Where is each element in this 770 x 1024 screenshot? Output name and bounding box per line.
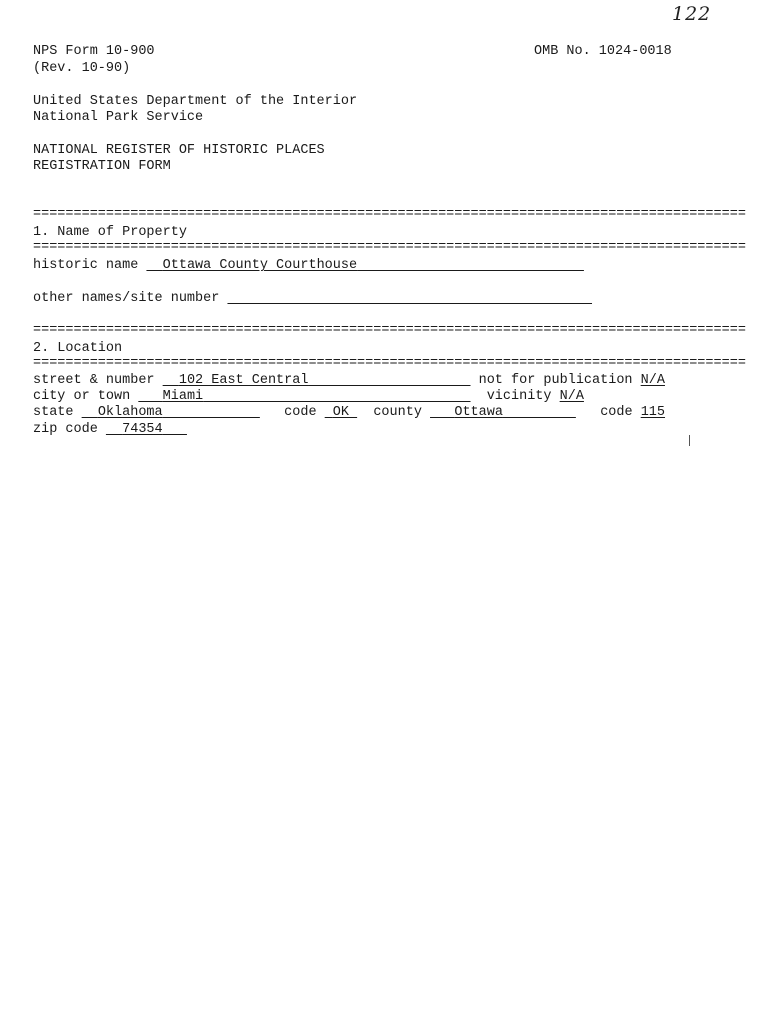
service-name: National Park Service: [33, 110, 204, 125]
state-row: [33, 405, 665, 421]
historic-name-field: [146, 258, 583, 273]
vicinity-value: N/A: [559, 389, 584, 404]
omb-number: OMB No. 1024-0018: [534, 44, 672, 59]
form-number: NPS Form 10-900: [33, 44, 155, 59]
zip-label: zip code: [33, 422, 98, 437]
form-title: REGISTRATION FORM: [33, 159, 171, 174]
street-field: [163, 373, 471, 388]
state-code-label: code: [284, 405, 317, 420]
historic-name-label: historic name: [33, 258, 139, 273]
state-field: [82, 405, 260, 420]
street-value: 102 East Central: [178, 373, 309, 388]
zip-value: 74354: [122, 422, 163, 437]
county-value: Ottawa: [454, 405, 503, 420]
city-label: city or town: [33, 389, 131, 404]
form-revision: (Rev. 10-90): [33, 61, 131, 76]
historic-name-value: Ottawa County Courthouse: [162, 258, 358, 273]
city-value: Miami: [162, 389, 204, 404]
section-2-heading: 2. Location: [33, 341, 123, 356]
county-code-label: code: [600, 405, 633, 420]
county-label: county: [373, 405, 422, 420]
publication-label: not for publication: [478, 373, 633, 388]
historic-name-row: [33, 258, 584, 274]
zip-field: [106, 422, 187, 437]
street-label: street & number: [33, 373, 155, 388]
zip-row: [33, 422, 187, 438]
vicinity-label: vicinity: [486, 389, 552, 404]
other-names-row: [33, 291, 592, 307]
stray-mark: [689, 435, 690, 446]
state-code-value: OK: [332, 405, 349, 420]
state-value: Oklahoma: [97, 405, 163, 420]
state-label: state: [33, 405, 74, 420]
register-title: NATIONAL REGISTER OF HISTORIC PLACES: [33, 143, 325, 158]
department-name: United States Department of the Interior: [33, 94, 358, 109]
separator-line: ========================================================================================: [33, 356, 746, 371]
state-code-field: [325, 405, 357, 420]
other-names-label: other names/site number: [33, 291, 220, 306]
city-row: [33, 389, 584, 405]
county-field: [430, 405, 576, 420]
handwritten-page-number: 122: [672, 3, 712, 25]
county-code-value: 115: [640, 405, 666, 420]
street-row: [33, 373, 665, 389]
separator-line: ========================================================================================: [33, 323, 746, 338]
separator-line: ========================================================================================: [33, 240, 746, 255]
separator-line: ========================================================================================: [33, 207, 746, 222]
publication-value: N/A: [640, 373, 665, 388]
section-1-heading: 1. Name of Property: [33, 225, 187, 240]
city-field: [138, 389, 470, 404]
other-names-field: [227, 291, 592, 306]
